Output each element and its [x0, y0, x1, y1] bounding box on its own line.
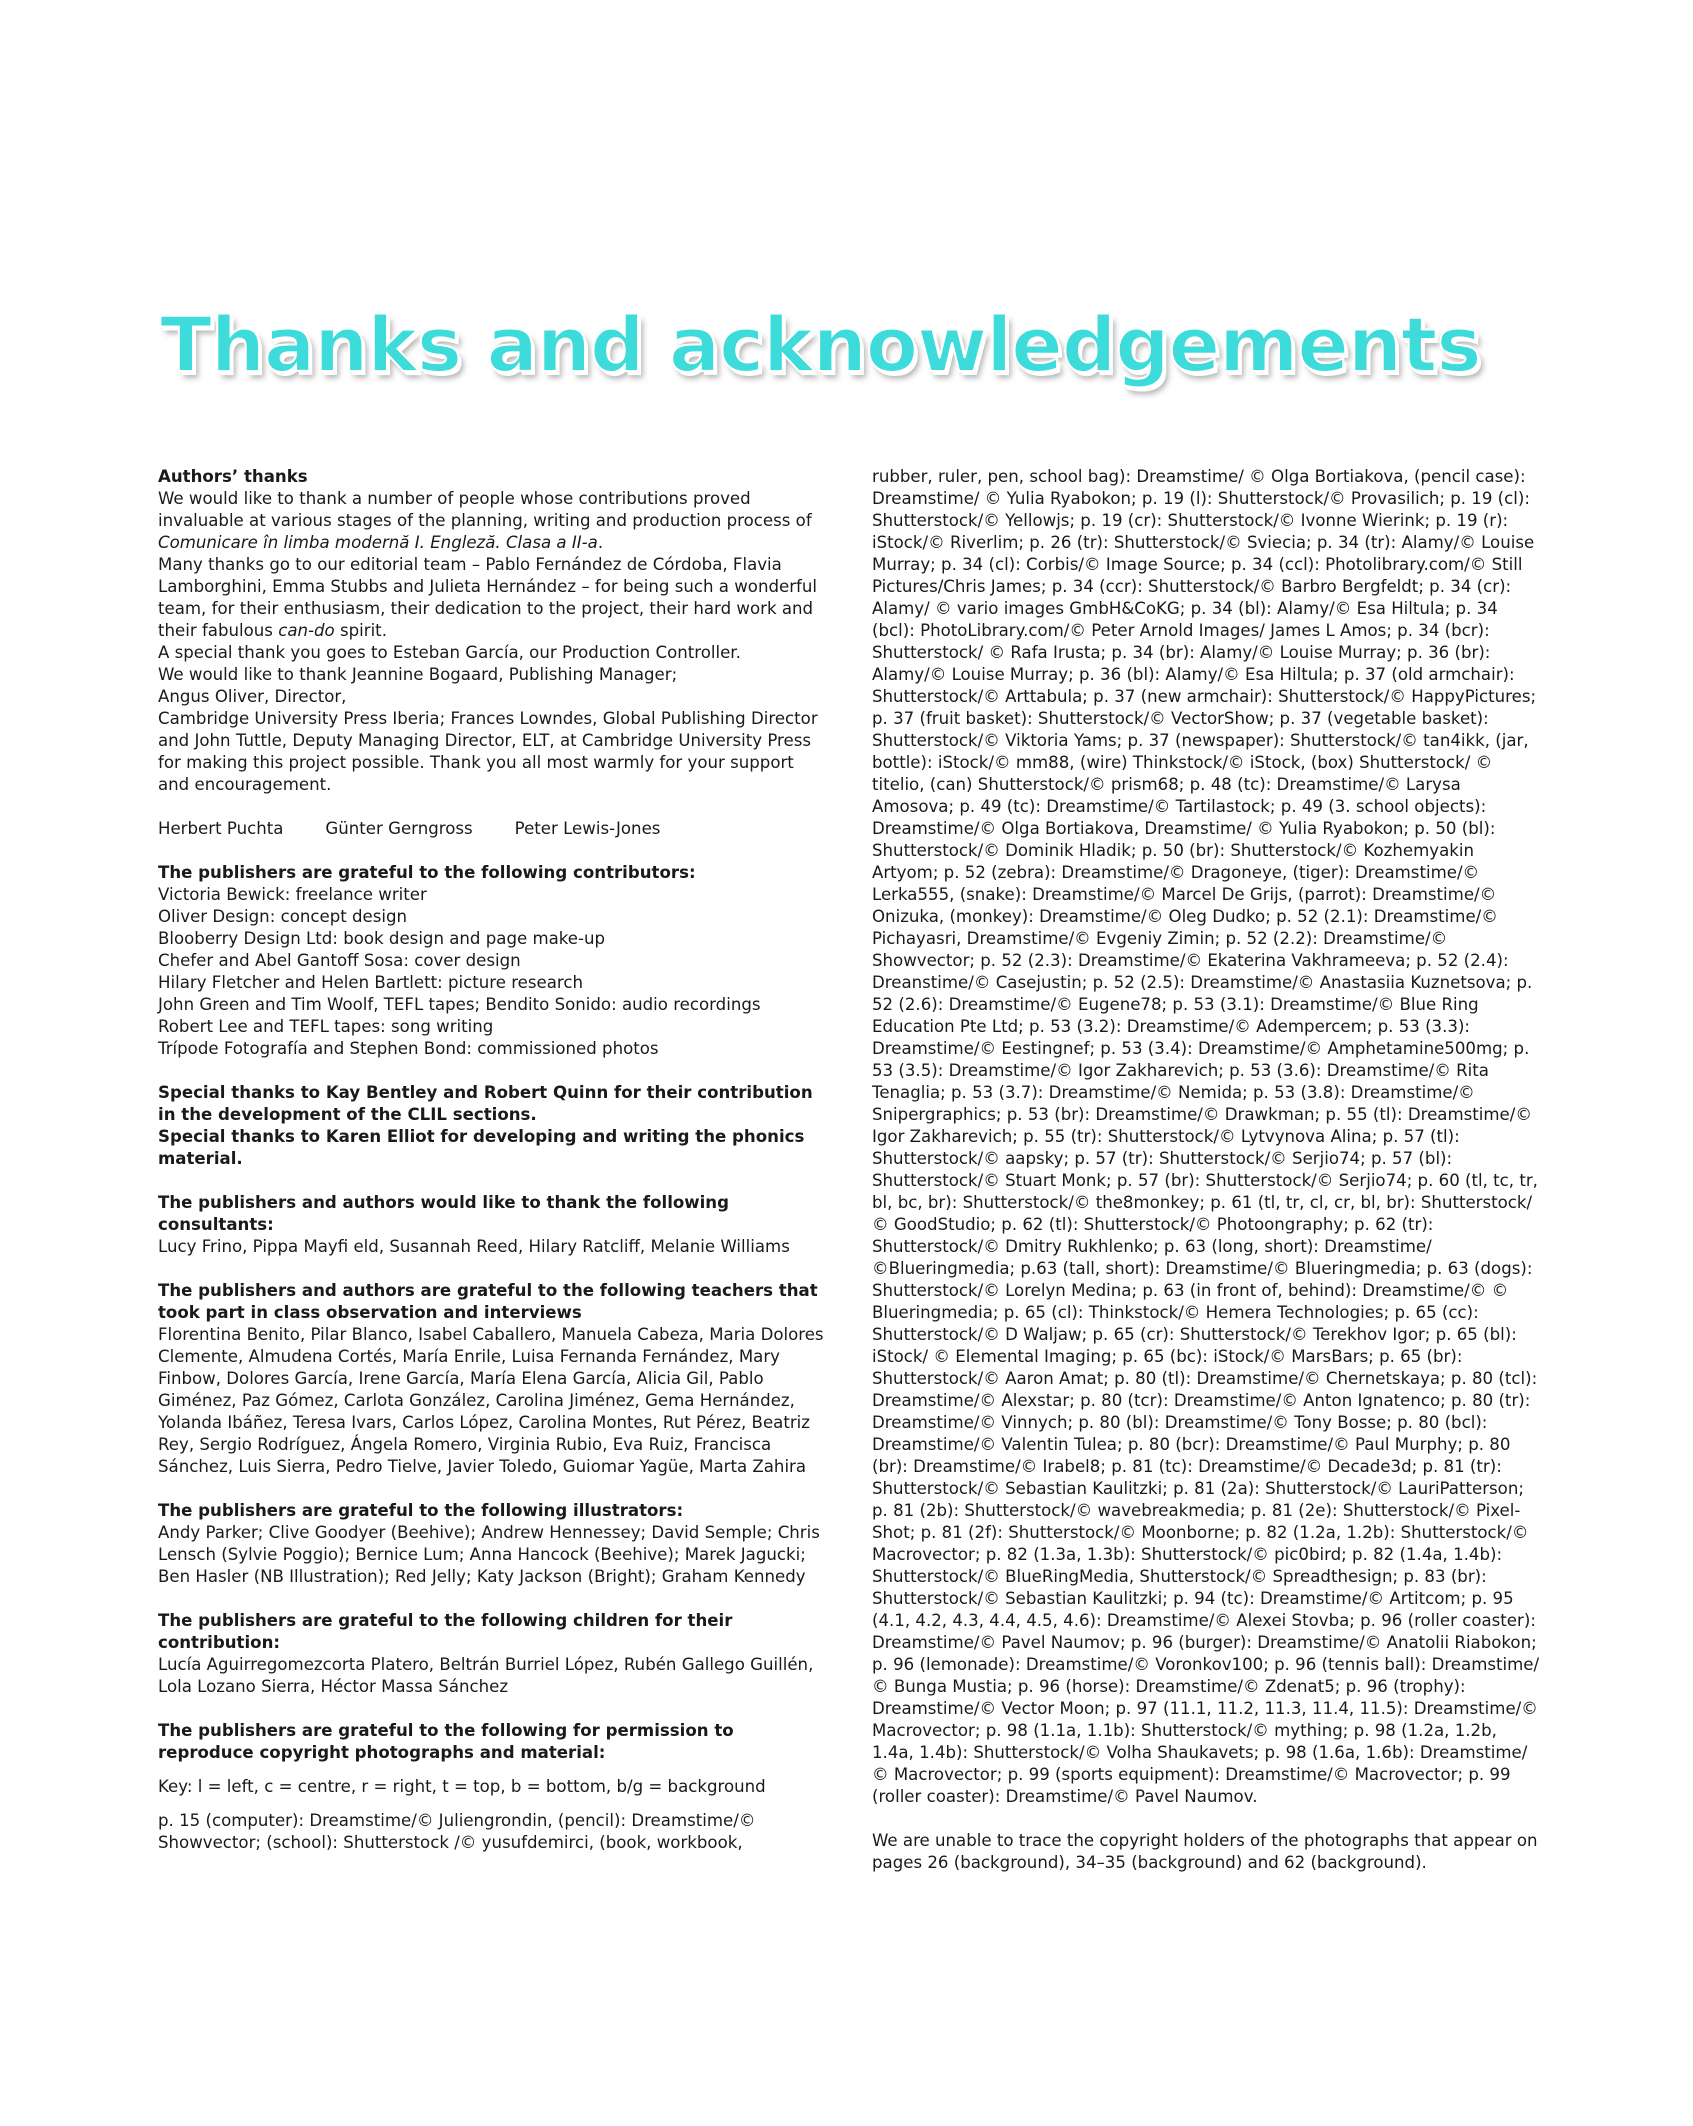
- spacer: [158, 796, 828, 818]
- untraced-copyright-note: We are unable to trace the copyright holders of the photographs that appear on pages 26 (background), 34–35 (background) and 62 (background).: [872, 1831, 1538, 1872]
- spacer: [158, 1698, 828, 1720]
- spacer: [158, 1258, 828, 1280]
- contributor-item: Oliver Design: concept design: [158, 907, 408, 926]
- authors-thanks-para-1: [158, 488, 828, 554]
- consultants-heading: The publishers and authors would like to thank the following consultants:: [158, 1193, 729, 1234]
- para2-text-b: spirit.: [334, 621, 387, 640]
- illustrators-heading: The publishers are grateful to the following illustrators:: [158, 1501, 684, 1520]
- right-column: [872, 466, 1542, 1874]
- author-names: [158, 818, 828, 840]
- permissions-key: Key: l = left, c = centre, r = right, t = top, b = bottom, b/g = background: [158, 1777, 766, 1796]
- authors-thanks-para-3: A special thank you goes to Esteban García, our Production Controller.: [158, 643, 741, 662]
- spacer: [158, 1588, 828, 1610]
- authors-thanks-para-5: Angus Oliver, Director,: [158, 687, 347, 706]
- authors-thanks-para-2: [158, 554, 828, 642]
- left-column: [158, 466, 828, 1854]
- consultants-list: Lucy Frino, Pippa Mayfi eld, Susannah Reed, Hilary Ratcliff, Melanie Williams: [158, 1237, 790, 1256]
- teachers-heading: The publishers and authors are grateful to the following teachers that took part in class observation and interviews: [158, 1281, 818, 1322]
- contributor-item: Blooberry Design Ltd: book design and page make-up: [158, 929, 606, 948]
- para1-text-b: .: [597, 533, 604, 552]
- contributor-item: John Green and Tim Woolf, TEFL tapes; Bendito Sonido: audio recordings: [158, 995, 761, 1014]
- permissions-heading: The publishers are grateful to the following for permission to reproduce copyright photographs and material:: [158, 1721, 734, 1762]
- spacer: [158, 1060, 828, 1082]
- teachers-list: Florentina Benito, Pilar Blanco, Isabel Caballero, Manuela Cabeza, Maria Dolores Clemente, Almudena Cortés, María Enrile, Luisa Fernanda Fernández, Mary Finbow, Dolores García, Irene García, María Elena García, Alicia Gil, Pablo Giménez, Paz Gómez, Carlota González, Carolina Jiménez, Gema Hernández, Yolanda Ibáñez, Teresa Ivars, Carlos López, Carolina Montes, Rut Pérez, Beatriz Rey, Sergio Rodríguez, Ángela Romero, Virginia Rubio, Eva Ruiz, Francisca Sánchez, Luis Sierra, Pedro Tielve, Javier Toledo, Guiomar Yagüe, Marta Zahira: [158, 1325, 824, 1476]
- illustrators-list: Andy Parker; Clive Goodyer (Beehive); Andrew Hennessey; David Semple; Chris Lensch (Sylvie Poggio); Bernice Lum; Anna Hancock (Beehive); Marek Jagucki; Ben Hasler (NB Illustration); Red Jelly; Katy Jackson (Bright); Graham Kennedy: [158, 1523, 820, 1586]
- photo-credits-continued: rubber, ruler, pen, school bag): Dreamstime/ © Olga Bortiakova, (pencil case): Dreamstime/ © Yulia Ryabokon; p. 19 (l): Shutterstock/© Provasilich; p. 19 (cl): Shutterstock/© Yellowjs; p. 19 (cr): Shutterstock/© Ivonne Wierink; p. 19 (r): iStock/© Riverlim; p. 26 (tr): Shutterstock/© Sviecia; p. 34 (tr): Alamy/© Louise Murray; p. 34 (cl): Corbis/© Image Source; p. 34 (ccl): Photolibrary.com/© Still Pictures/Chris James; p. 34 (ccr): Shutterstock/© Barbro Bergfeldt; p. 34 (cr): Alamy/ © vario images GmbH&CoKG; p. 34 (bl): Alamy/© Esa Hiltula; p. 34 (bcl): PhotoLibrary.com/© Peter Arnold Images/ James L Amos; p. 34 (bcr): Shutterstock/ © Rafa Irusta; p. 34 (br): Alamy/© Louise Murray; p. 36 (br): Alamy/© Louise Murray; p. 36 (bl): Alamy/© Esa Hiltula; p. 37 (old armchair): Shutterstock/© Arttabula; p. 37 (new armchair): Shutterstock/© HappyPictures; p. 37 (fruit basket): Shutterstock/© VectorShow; p. 37 (vegetable basket): Shutterstock/© Viktoria Yams; p. 37 (newspaper): Shutterstock/© tan4ikk, (jar, bottle): iStock/© mm88, (wire) Thinkstock/© iStock, (box) Shutterstock/ © titelio, (can) Shutterstock/© prism68; p. 48 (tc): Dreamstime/© Larysa Amosova; p. 49 (tc): Dreamstime/© Tartilastock; p. 49 (3. school objects): Dreamstime/© Olga Bortiakova, Dreamstime/ © Yulia Ryabokon; p. 50 (bl): Shutterstock/© Dominik Hladik; p. 50 (br): Shutterstock/© Kozhemyakin Artyom; p. 52 (zebra): Dreamstime/© Dragoneye, (tiger): Dreamstime/© Lerka555, (snake): Dreamstime/© Marcel De Grijs, (parrot): Dreamstime/© Onizuka, (monkey): Dreamstime/© Oleg Dudko; p. 52 (2.1): Dreamstime/© Pichayasri, Dreamstime/© Evgeniy Zimin; p. 52 (2.2): Dreamstime/© Showvector; p. 52 (2.3): Dreamstime/© Ekaterina Vakhrameeva; p. 52 (2.4): Dreanstime/© Casejustin; p. 52 (2.5): Dreamstime/© Anastasiia Kuznetsova; p. 52 (2.6): Dreamstime/© Eugene78; p. 53 (3.1): Dreamstime/© Blue Ring Education Pte Ltd; p. 53 (3.2): Dreamstime/© Adempercem; p. 53 (3.3): Dreamstime/© Eestingnef; p. 53 (3.4): Dreamstime/© Amphetamine500mg; p. 53 (3.5): Dreamstime/© Igor Zakharevich; p. 53 (3.6): Dreamstime/© Rita Tenaglia; p. 53 (3.7): Dreamstime/© Nemida; p. 53 (3.8): Dreamstime/© Snipergraphics; p. 53 (br): Dreamstime/© Drawkman; p. 55 (tl): Dreamstime/© Igor Zakharevich; p. 55 (tr): Shutterstock/© Lytvynova Alina; p. 57 (tl): Shutterstock/© aapsky; p. 57 (tr): Shutterstock/© Serjio74; p. 57 (bl): Shutterstock/© Stuart Monk; p. 57 (br): Shutterstock/© Serjio74; p. 60 (tl, tc, tr, bl, bc, br): Shutterstock/© the8monkey; p. 61 (tl, tr, cl, cr, bl, br): Shutterstock/© GoodStudio; p. 62 (tl): Shutterstock/© Photoongraphy; p. 62 (tr): Shutterstock/© Dmitry Rukhlenko; p. 63 (long, short): Dreamstime/©Blueringmedia; p.63 (tall, short): Dreamstime/© Blueringmedia; p. 63 (dogs): Shutterstock/© Lorelyn Medina; p. 63 (in front of, behind): Dreamstime/© © Blueringmedia; p. 65 (cl): Thinkstock/© Hemera Technologies; p. 65 (cc): Shutterstock/© D Waljaw; p. 65 (cr): Shutterstock/© Terekhov Igor; p. 65 (bl): iStock/ © Elemental Imaging; p. 65 (bc): iStock/© MarsBars; p. 65 (br): Shutterstock/© Aaron Amat; p. 80 (tl): Dreamstime/© Chernetskaya; p. 80 (tcl): Dreamstime/© Alexstar; p. 80 (tcr): Dreamstime/© Anton Ignatenco; p. 80 (tr): Dreamstime/© Vinnych; p. 80 (bl): Dreamstime/© Tony Bosse; p. 80 (bcl): Dreamstime/© Valentin Tulea; p. 80 (bcr): Dreamstime/© Paul Murphy; p. 80 (br): Dreamstime/© Irabel8; p. 81 (tc): Dreamstime/© Decade3d; p. 81 (tr): Shutterstock/© Sebastian Kaulitzki; p. 81 (2a): Shutterstock/© LauriPatterson; p. 81 (2b): Shutterstock/© wavebreakmedia; p. 81 (2e): Shutterstock/© Pixel-Shot; p. 81 (2f): Shutterstock/© Moonborne; p. 82 (1.2a, 1.2b): Shutterstock/© Macrovector; p. 82 (1.3a, 1.3b): Shutterstock/© pic0bird; p. 82 (1.4a, 1.4b): Shutterstock/© BlueRingMedia, Shutterstock/© Spreadthesign; p. 83 (br): Shutterstock/© Sebastian Kaulitzki; p. 94 (tc): Dreamstime/© Artitcom; p. 95 (4.1, 4.2, 4.3, 4.4, 4.5, 4.6): Dreamstime/© Alexei Stovba; p. 96 (roller coaster): Dreamstime/© Pavel Naumov; p. 96 (burger): Dreamstime/© Anatolii Riabokon; p. 96 (lemonade): Dreamstime/© Voronkov100; p. 96 (tennis ball): Dreamstime/© Bunga Mustia; p. 96 (horse): Dreamstime/© Zdenat5; p. 96 (trophy): Dreamstime/© Vector Moon; p. 97 (11.1, 11.2, 11.3, 11.4, 11.5): Dreamstime/© Macrovector; p. 98 (1.1a, 1.1b): Shutterstock/© mything; p. 98 (1.2a, 1.2b, 1.4a, 1.4b): Shutterstock/© Volha Shaukavets; p. 98 (1.6a, 1.6b): Dreamstime/© Macrovector; p. 99 (sports equipment): Dreamstime/© Macrovector; p. 99 (roller coaster): Dreamstime/© Pavel Naumov.: [872, 467, 1540, 1806]
- authors-thanks-para-4: We would like to thank Jeannine Bogaard, Publishing Manager;: [158, 665, 678, 684]
- author-name: Herbert Puchta: [158, 819, 284, 838]
- authors-thanks-heading: Authors’ thanks: [158, 467, 308, 486]
- spacer: [872, 1808, 1542, 1830]
- authors-thanks-para-6: Cambridge University Press Iberia; Frances Lowndes, Global Publishing Director and John Tuttle, Deputy Managing Director, ELT, at Cambridge University Press for making this project possible. Thank you all most warmly for your support and encouragement.: [158, 709, 818, 794]
- children-heading: The publishers are grateful to the following children for their contribution:: [158, 1611, 733, 1652]
- spacer: [158, 1798, 828, 1810]
- spacer: [158, 840, 828, 862]
- spacer: [158, 1478, 828, 1500]
- author-name: Günter Gerngross: [325, 819, 473, 838]
- para1-book-title: Comunicare în limba modernă I. Engleză. Clasa a II-a: [158, 533, 598, 552]
- para1-text-a: We would like to thank a number of people whose contributions proved invaluable at various stages of the planning, writing and production process of: [158, 489, 812, 530]
- children-list: Lucía Aguirregomezcorta Platero, Beltrán Burriel López, Rubén Gallego Guillén, Lola Lozano Sierra, Héctor Massa Sánchez: [158, 1655, 814, 1696]
- special-thanks-phonics: Special thanks to Karen Elliot for developing and writing the phonics material.: [158, 1127, 805, 1168]
- page-title: Thanks and acknowledgements: [160, 300, 1481, 389]
- para2-can-do: can-do: [278, 621, 335, 640]
- contributors-heading: The publishers are grateful to the following contributors:: [158, 863, 696, 882]
- special-thanks-clil: Special thanks to Kay Bentley and Robert Quinn for their contribution in the development of the CLIL sections.: [158, 1083, 813, 1124]
- contributor-item: Hilary Fletcher and Helen Bartlett: picture research: [158, 973, 583, 992]
- contributor-item: Robert Lee and TEFL tapes: song writing: [158, 1017, 494, 1036]
- para2-text-a: Many thanks go to our editorial team – Pablo Fernández de Córdoba, Flavia Lamborghini, Emma Stubbs and Julieta Hernández – for being such a wonderful team, for their enthusiasm, their dedication to the project, their hard work and their fabulous: [158, 555, 817, 640]
- author-name: Peter Lewis-Jones: [514, 819, 661, 838]
- contributor-item: Trípode Fotografía and Stephen Bond: commissioned photos: [158, 1039, 659, 1058]
- spacer: [158, 1764, 828, 1776]
- contributor-item: Chefer and Abel Gantoff Sosa: cover design: [158, 951, 521, 970]
- contributor-item: Victoria Bewick: freelance writer: [158, 885, 427, 904]
- spacer: [158, 1170, 828, 1192]
- photo-credits-start: p. 15 (computer): Dreamstime/© Juliengrondin, (pencil): Dreamstime/© Showvector; (school): Shutterstock /© yusufdemirci, (book, workbook,: [158, 1811, 756, 1852]
